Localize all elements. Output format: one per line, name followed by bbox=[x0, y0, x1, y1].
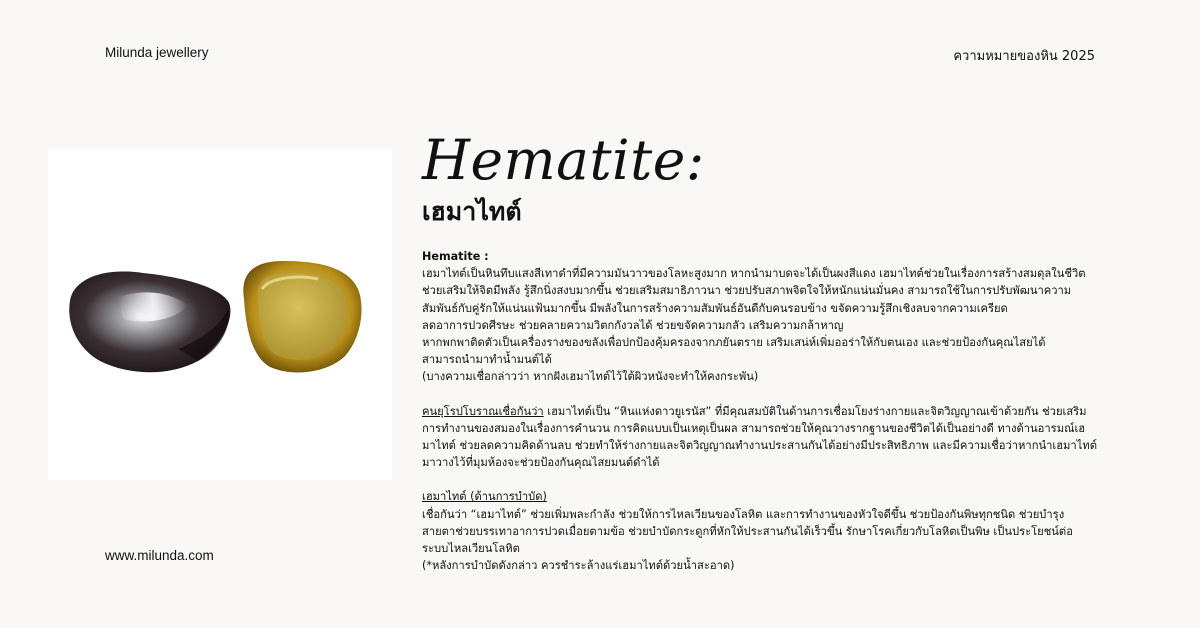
paragraph-gap bbox=[422, 471, 1102, 488]
section1-line: สามารถนำมาทำน้ำมนต์ได้ bbox=[422, 353, 552, 367]
section1-heading: Hematite : bbox=[422, 250, 489, 263]
stone-title-thai: เฮมาไทต์ bbox=[422, 197, 522, 226]
section2-line: มาวางไว้ที่มุมห้องจะช่วยป้องกันคุณไสยมนต์ดำได้ bbox=[422, 456, 660, 470]
section2-first-line bbox=[422, 403, 1102, 420]
section1-line: สัมพันธ์กับคู่รักให้แน่นแฟ้นมากขึ้น มีพลังในการสร้างความสัมพันธ์อันดีกับคนรอบข้าง ขจัดความรู้สึกเชิงลบจากความเครียด bbox=[422, 301, 1008, 315]
section1-line: ช่วยเสริมให้จิตมีพลัง รู้สึกนิ่งสงบมากขึ้น ช่วยเสริมสมาธิภาวนา ช่วยปรับสภาพจิตใจให้หนักแน่นมั่นคง สามารถใช้ในการปรับพัฒนาความ bbox=[422, 284, 1072, 298]
section3-line: ระบบไหลเวียนโลหิต bbox=[422, 542, 520, 556]
section1-line: ลดอาการปวดศีรษะ ช่วยคลายความวิตกกังวลได้ ช่วยขจัดความกลัว เสริมความกล้าหาญ bbox=[422, 318, 844, 332]
section2-line: การทำงานของสมองในเรื่องการคำนวน การคิดแบบเป็นเหตุเป็นผล สามารถช่วยให้คุณวางรากฐานของชีวิตได้เป็นอย่างดี ทางด้านอารมณ์เฮ bbox=[422, 421, 1086, 435]
brand-name: Milunda jewellery bbox=[105, 45, 209, 60]
stone-content bbox=[422, 128, 1102, 574]
gold-stone-shape bbox=[243, 261, 361, 372]
section1-line: เฮมาไทต์เป็นหินทึบแสงสีเทาดำที่มีความมันวาวของโลหะสูงมาก หากนำมาบดจะได้เป็นผงสีแดง เฮมาไทต์ช่วยในเรื่องการสร้างสมดุลในชีวิต bbox=[422, 267, 1086, 281]
meaning-year-label: ความหมายของหิน 2025 bbox=[953, 49, 1095, 64]
section1-line: หากพกพาติดตัวเป็นเครื่องรางของขลังเพื่อปกป้องคุ้มครองจากภยันตราย เสริมเสน่ห์เพิ่มออร่าให้กับตนเอง และช่วยป้องกันคุณไสยได้ bbox=[422, 336, 1046, 350]
stone-title-english: Hematite: bbox=[422, 128, 705, 192]
section3-line: เชื่อกันว่า “เฮมาไทต์” ช่วยเพิ่มพละกำลัง ช่วยให้การไหลเวียนของโลหิต และการทำงานของหัวใจดีขึ้น ช่วยป้องกันพิษทุกชนิด ช่วยบำรุง bbox=[422, 507, 1065, 521]
paragraph-gap bbox=[422, 386, 1102, 403]
section2-first-line-rest: เฮมาไทต์เป็น “หินแห่งดาวยูเรนัส” ที่มีคุณสมบัติในด้านการเชื่อมโยงร่างกายและจิตวิญญาณเข้าด้วยกัน ช่วยเสริม bbox=[543, 404, 1087, 418]
stone-description bbox=[422, 248, 1102, 574]
section3-line: (*หลังการบำบัดดังกล่าว ควรชำระล้างแร่เฮมาไทต์ด้วยน้ำสะอาด) bbox=[422, 559, 735, 573]
dark-stone-shape bbox=[69, 271, 230, 372]
hematite-stones-photo bbox=[48, 149, 392, 480]
section3-heading: เฮมาไทต์ (ด้านการบำบัด) bbox=[422, 490, 547, 504]
section2-lead: คนยุโรปโบราณเชื่อกันว่า bbox=[422, 404, 544, 418]
section3-line: สายตาช่วยบรรเทาอาการปวดเมื่อยตามข้อ ช่วยบำบัดกระดูกที่หักให้ประสานกันได้เร็วขึ้น รักษาโรคเกี่ยวกับโลหิตเป็นพิษ เป็นประโยชน์ต่อ bbox=[422, 524, 1073, 538]
website-url: www.milunda.com bbox=[105, 548, 214, 563]
section1-line: (บางความเชื่อกล่าวว่า หากฝังเฮมาไทต์ไว้ใต้ผิวหนังจะทำให้คงกระพัน) bbox=[422, 370, 759, 384]
section2-line: มาไทต์ ช่วยลดความคิดด้านลบ ช่วยทำให้ร่างกายและจิตวิญญาณทำงานประสานกันได้อย่างมีประสิทธิภาพ และมีความเชื่อว่าหากนำเฮมาไทต์ bbox=[422, 439, 1097, 453]
